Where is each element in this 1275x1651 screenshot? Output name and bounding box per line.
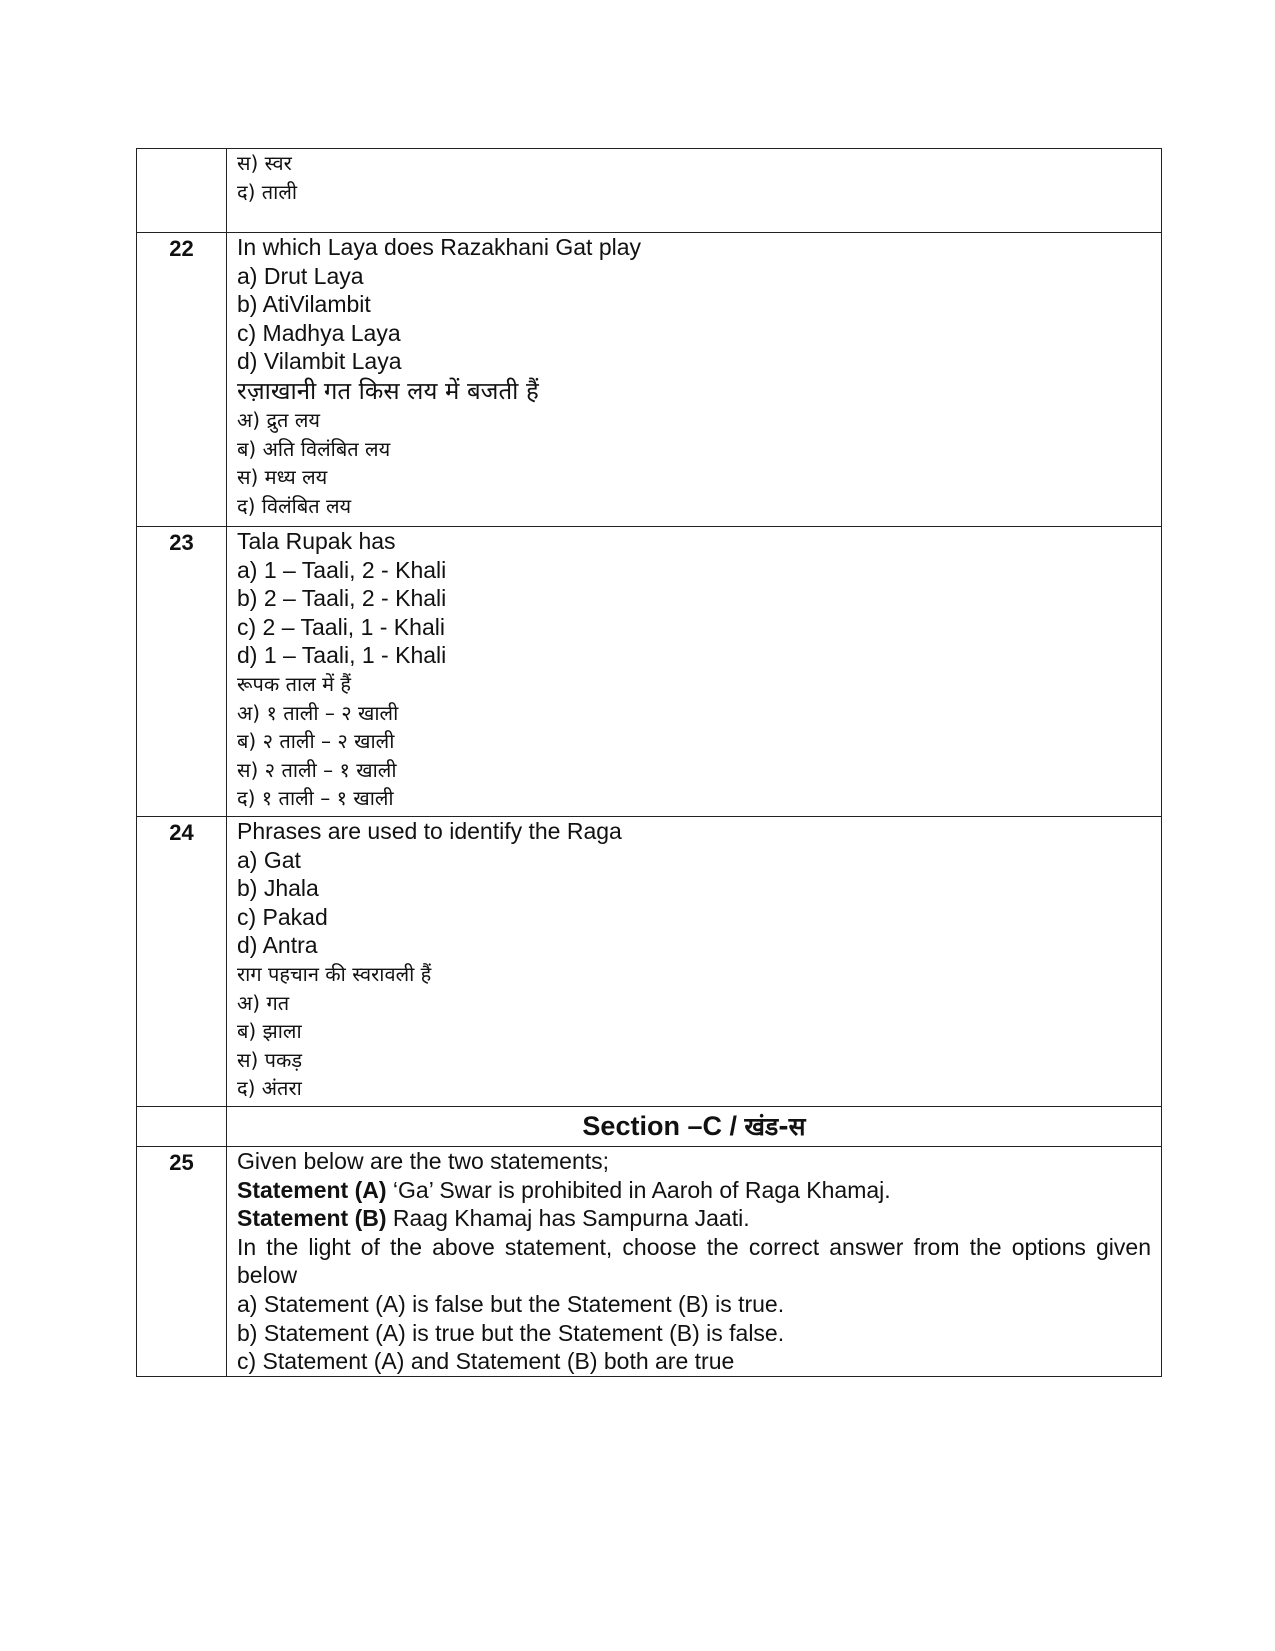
option-hi: द) अंतरा	[237, 1076, 302, 1101]
question-instruction: In the light of the above statement, choose the correct answer from the options given below	[237, 1233, 1151, 1289]
option-hi: अ) १ ताली – २ खाली	[237, 700, 399, 725]
section-number-cell	[137, 1107, 227, 1147]
question-text-hi: राग पहचान की स्वरावली हैं	[237, 961, 432, 986]
section-heading	[227, 1107, 1161, 1146]
option-en: c) Statement (A) and Statement (B) both are true	[237, 1348, 735, 1375]
statement-a-label: Statement (A)	[237, 1176, 387, 1203]
option-en: a) 1 – Taali, 2 - Khali	[237, 556, 447, 583]
question-body	[227, 233, 1162, 527]
option-hi: स) २ ताली – १ खाली	[237, 757, 397, 782]
option-hi: द) विलंबित लय	[237, 493, 352, 518]
section-row	[137, 1107, 1162, 1147]
question-body	[227, 817, 1162, 1107]
option-hi: अ) द्रुत लय	[237, 407, 320, 432]
question-number: 24	[137, 817, 227, 1107]
option-en: b) AtiVilambit	[237, 291, 371, 318]
question-row-23	[137, 527, 1162, 817]
question-text-hi: रूपक ताल में हैं	[237, 671, 352, 696]
option-hi: स) मध्य लय	[237, 465, 328, 490]
statement-b-label: Statement (B)	[237, 1205, 387, 1232]
question-text-en: In which Laya does Razakhani Gat play	[237, 234, 642, 260]
section-heading-cell	[227, 1107, 1162, 1147]
question-row-21-continued	[137, 149, 1162, 233]
option-en: b) Jhala	[237, 875, 319, 902]
statement-b-text: Raag Khamaj has Sampurna Jaati.	[386, 1205, 750, 1232]
option-hi: स) पकड़	[237, 1047, 303, 1072]
option-en: b) Statement (A) is true but the Statement (B) is false.	[237, 1319, 785, 1346]
question-body	[227, 527, 1162, 817]
question-sheet	[136, 148, 1161, 1377]
option-en: d) Vilambit Laya	[237, 348, 402, 375]
question-text-en: Phrases are used to identify the Raga	[237, 818, 622, 844]
question-number-cell	[137, 149, 227, 233]
question-row-22	[137, 233, 1162, 527]
section-title-hi: खंड-स	[744, 1112, 806, 1141]
option-hi: स) स्वर	[237, 151, 292, 175]
option-en: b) 2 – Taali, 2 - Khali	[237, 585, 447, 612]
question-row-25	[137, 1147, 1162, 1377]
option-hi: द) १ ताली – १ खाली	[237, 786, 394, 811]
question-text-en: Tala Rupak has	[237, 528, 396, 554]
option-en: c) Madhya Laya	[237, 319, 401, 346]
question-number: 22	[137, 233, 227, 527]
statement-a	[237, 1176, 1151, 1205]
option-hi: द) ताली	[237, 179, 298, 204]
option-en: d) Antra	[237, 932, 318, 959]
option-hi: ब) २ ताली – २ खाली	[237, 729, 395, 754]
option-hi: ब) झाला	[237, 1019, 302, 1044]
option-en: c) Pakad	[237, 903, 328, 930]
option-en: a) Gat	[237, 846, 301, 873]
question-number: 23	[137, 527, 227, 817]
option-en: c) 2 – Taali, 1 - Khali	[237, 613, 445, 640]
statement-b	[237, 1204, 1151, 1233]
question-body	[227, 1147, 1162, 1377]
option-hi: ब) अति विलंबित लय	[237, 436, 391, 461]
option-hi: अ) गत	[237, 990, 290, 1015]
option-en: d) 1 – Taali, 1 - Khali	[237, 642, 447, 669]
question-intro: Given below are the two statements;	[237, 1148, 610, 1174]
option-en: a) Drut Laya	[237, 262, 364, 289]
question-number: 25	[137, 1147, 227, 1377]
question-body	[227, 149, 1162, 233]
question-text-hi: रज़ाखानी गत किस लय में बजती हैं	[237, 376, 539, 405]
question-table	[136, 148, 1162, 1377]
section-title-en: Section –C /	[582, 1111, 745, 1141]
question-row-24	[137, 817, 1162, 1107]
statement-a-text: ‘Ga’ Swar is prohibited in Aaroh of Raga Khamaj.	[386, 1176, 891, 1203]
option-en: a) Statement (A) is false but the Statement (B) is true.	[237, 1290, 785, 1317]
